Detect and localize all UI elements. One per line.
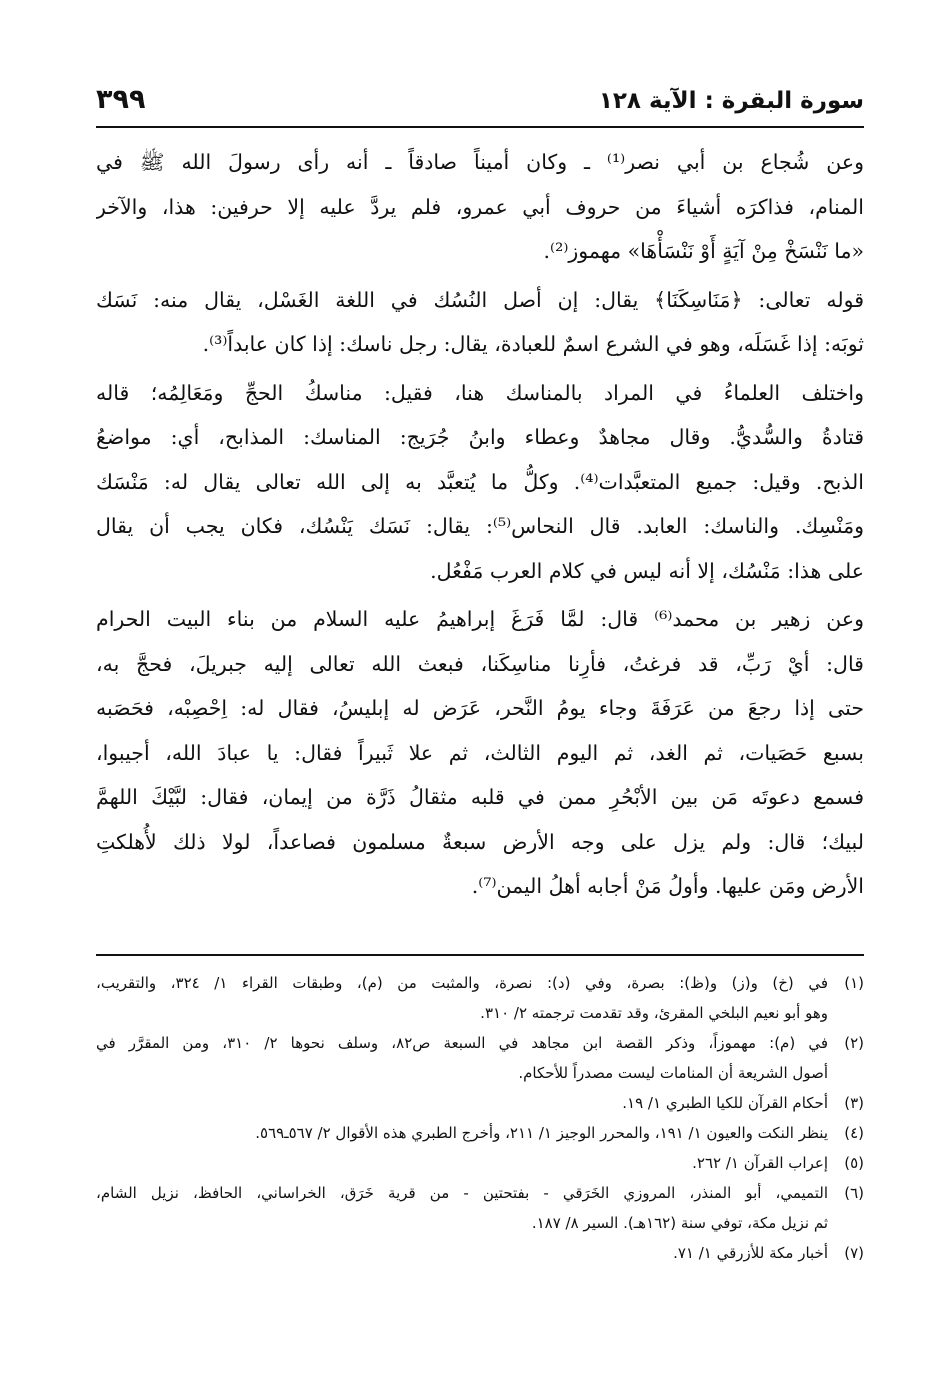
- paragraph: [96, 371, 864, 594]
- paragraph: [96, 278, 864, 367]
- running-title: سورة البقرة : الآية ١٢٨: [598, 88, 864, 114]
- text-line: فسمع دعوتَه مَن بين الأبْحُرِ ممن في قلبه مثقالُ ذَرَّة من إيمان، فقال: لبَّيْكَ اللهمَّ: [96, 785, 864, 809]
- header-rule: [96, 126, 864, 128]
- text-line: قوله تعالى: ﴿مَنَاسِكَنَا﴾ يقال: إن أصل النُسُك في اللغة الغَسْل، يقال منه: نَسَك: [96, 287, 864, 312]
- main-text: [96, 140, 864, 909]
- text-line: على هذا: مَنْسُك، إلا أنه ليس في كلام العرب مَفْعُل.: [430, 558, 864, 583]
- text-line: بسبع حَصَيات، ثم الغد، ثم اليوم الثالث، ثم علا ثَبيراً فقال: يا عبادَ الله، أجيبوا،: [96, 740, 864, 765]
- footnote-line: أخبار مكة للأزرقي ١/ ٧١.: [673, 1244, 828, 1262]
- footnote: [96, 968, 864, 1028]
- text-line: قتادةُ والسُّديُّ. وقال مجاهدٌ وعطاء وابنُ جُرَيج: المناسك: المذابح، أي: مواضعُ: [96, 425, 864, 449]
- footnote: [96, 1088, 864, 1118]
- paragraph: [96, 140, 864, 274]
- footnote-line: أحكام القرآن للكيا الطبري ١/ ١٩.: [622, 1094, 828, 1112]
- footnote: [96, 1238, 864, 1268]
- footnote-number: (١): [844, 974, 864, 992]
- text-line: وعن زهير بن محمد⁽⁶⁾ قال: لمَّا فَرَغَ إبراهيمُ عليه السلام من بناء البيت الحرام: [96, 607, 864, 631]
- footnote-number: (٥): [844, 1154, 864, 1172]
- footnote-line: في (خ) و(ز) و(ظ): بصرة، وفي (د): نصرة، والمثبت من (م)، وطبقات القراء ١/ ٣٢٤، والتقريب،: [96, 974, 828, 992]
- footnote-line: ثم نزيل مكة، توفي سنة (١٦٢هـ). السير ٨/ ١٨٧.: [531, 1214, 828, 1232]
- text-line: قال: أيْ رَبِّ، قد فرغتُ، فأرِنا مناسِكَنا، فبعث الله تعالى إليه جبريلَ، فحجَّ به،: [96, 651, 864, 676]
- text-line: ثوبَه: إذا غَسَلَه، وهو في الشرع اسمٌ للعبادة، يقال: رجل ناسك: إذا كان عابداً⁽³⁾.: [202, 332, 864, 356]
- paragraph: [96, 597, 864, 909]
- footnote-line: في (م): مهموزاً، وذكر القصة ابن مجاهد في السبعة ص٨٢، وسلف نحوها ٢/ ٣١٠، ومن المقرَّر في: [96, 1034, 828, 1052]
- footnotes: [96, 968, 864, 1268]
- footnote: [96, 1028, 864, 1088]
- text-line: وعن شُجاع بن أبي نصر⁽¹⁾ ـ وكان أميناً صادقاً ـ أنه رأى رسولَ الله ﷺ في: [96, 150, 864, 174]
- footnote-number: (٧): [844, 1244, 864, 1262]
- text-line: ومَنْسِك. والناسك: العابد. قال النحاس⁽⁵⁾: يقال: نَسَك يَنْسُك، فكان يجب أن يقال: [96, 514, 864, 538]
- footnote: [96, 1178, 864, 1238]
- footnote-number: (٤): [844, 1124, 864, 1142]
- text-line: الذبح. وقيل: جميع المتعبَّدات⁽⁴⁾. وكلُّ ما يُتعبَّد به إلى الله تعالى يقال له: مَنْسَك: [96, 469, 864, 494]
- text-line: «ما نَنْسَخْ مِنْ آيَةٍ أَوْ نَنْسَأْهَا» مهموز⁽²⁾.: [543, 239, 864, 263]
- page-number: ٣٩٩: [96, 84, 146, 115]
- text-line: المنام، فذاكرَه أشياءَ من حروف أبي عمرو، فلم يردَّ عليه إلا حرفين: هذا، والآخر: [96, 194, 864, 219]
- text-line: لبيك؛ قال: ولم يزل على وجه الأرض سبعةٌ مسلمون فصاعداً، لولا ذلك لأُهلكتِ: [96, 829, 864, 854]
- footnote-line: ينظر النكت والعيون ١/ ١٩١، والمحرر الوجيز ١/ ٢١١، وأخرج الطبري هذه الأقوال ٢/ ٥٦٧ـ٥٦٩.: [255, 1124, 828, 1142]
- text-line: واختلف العلماءُ في المراد بالمناسك هنا، فقيل: مناسكُ الحجِّ ومَعَالِمُه؛ قاله: [96, 380, 864, 405]
- text-line: حتى إذا رجعَ من عَرَفَةَ وجاء يومُ النَّحر، عَرَض له إبليسُ، فقال له: اِحْصِبْه، فحَصَبه: [96, 696, 864, 720]
- footnote-rule: [96, 954, 864, 956]
- footnote-number: (٣): [844, 1094, 864, 1112]
- text-line: الأرض ومَن عليها. وأولُ مَنْ أجابه أهلُ اليمن⁽⁷⁾.: [471, 874, 864, 898]
- footnote-line: إعراب القرآن ١/ ٢٦٢.: [692, 1154, 828, 1172]
- footnote: [96, 1118, 864, 1148]
- footnote-line: أصول الشريعة أن المنامات ليست مصدراً للأحكام.: [518, 1064, 828, 1082]
- footnote-number: (٢): [844, 1034, 864, 1052]
- footnote-line: التميمي، أبو المنذر، المروزي الخَرَقي - بفتحتين - من قرية خَرَق، الخراساني، الحافظ، نزيل الشام،: [96, 1184, 828, 1202]
- footnote: [96, 1148, 864, 1178]
- footnote-line: وهو أبو نعيم البلخي المقرئ، وقد تقدمت ترجمته ٢/ ٣١٠.: [480, 1004, 828, 1022]
- footnote-number: (٦): [844, 1184, 864, 1202]
- page-header: [96, 78, 864, 126]
